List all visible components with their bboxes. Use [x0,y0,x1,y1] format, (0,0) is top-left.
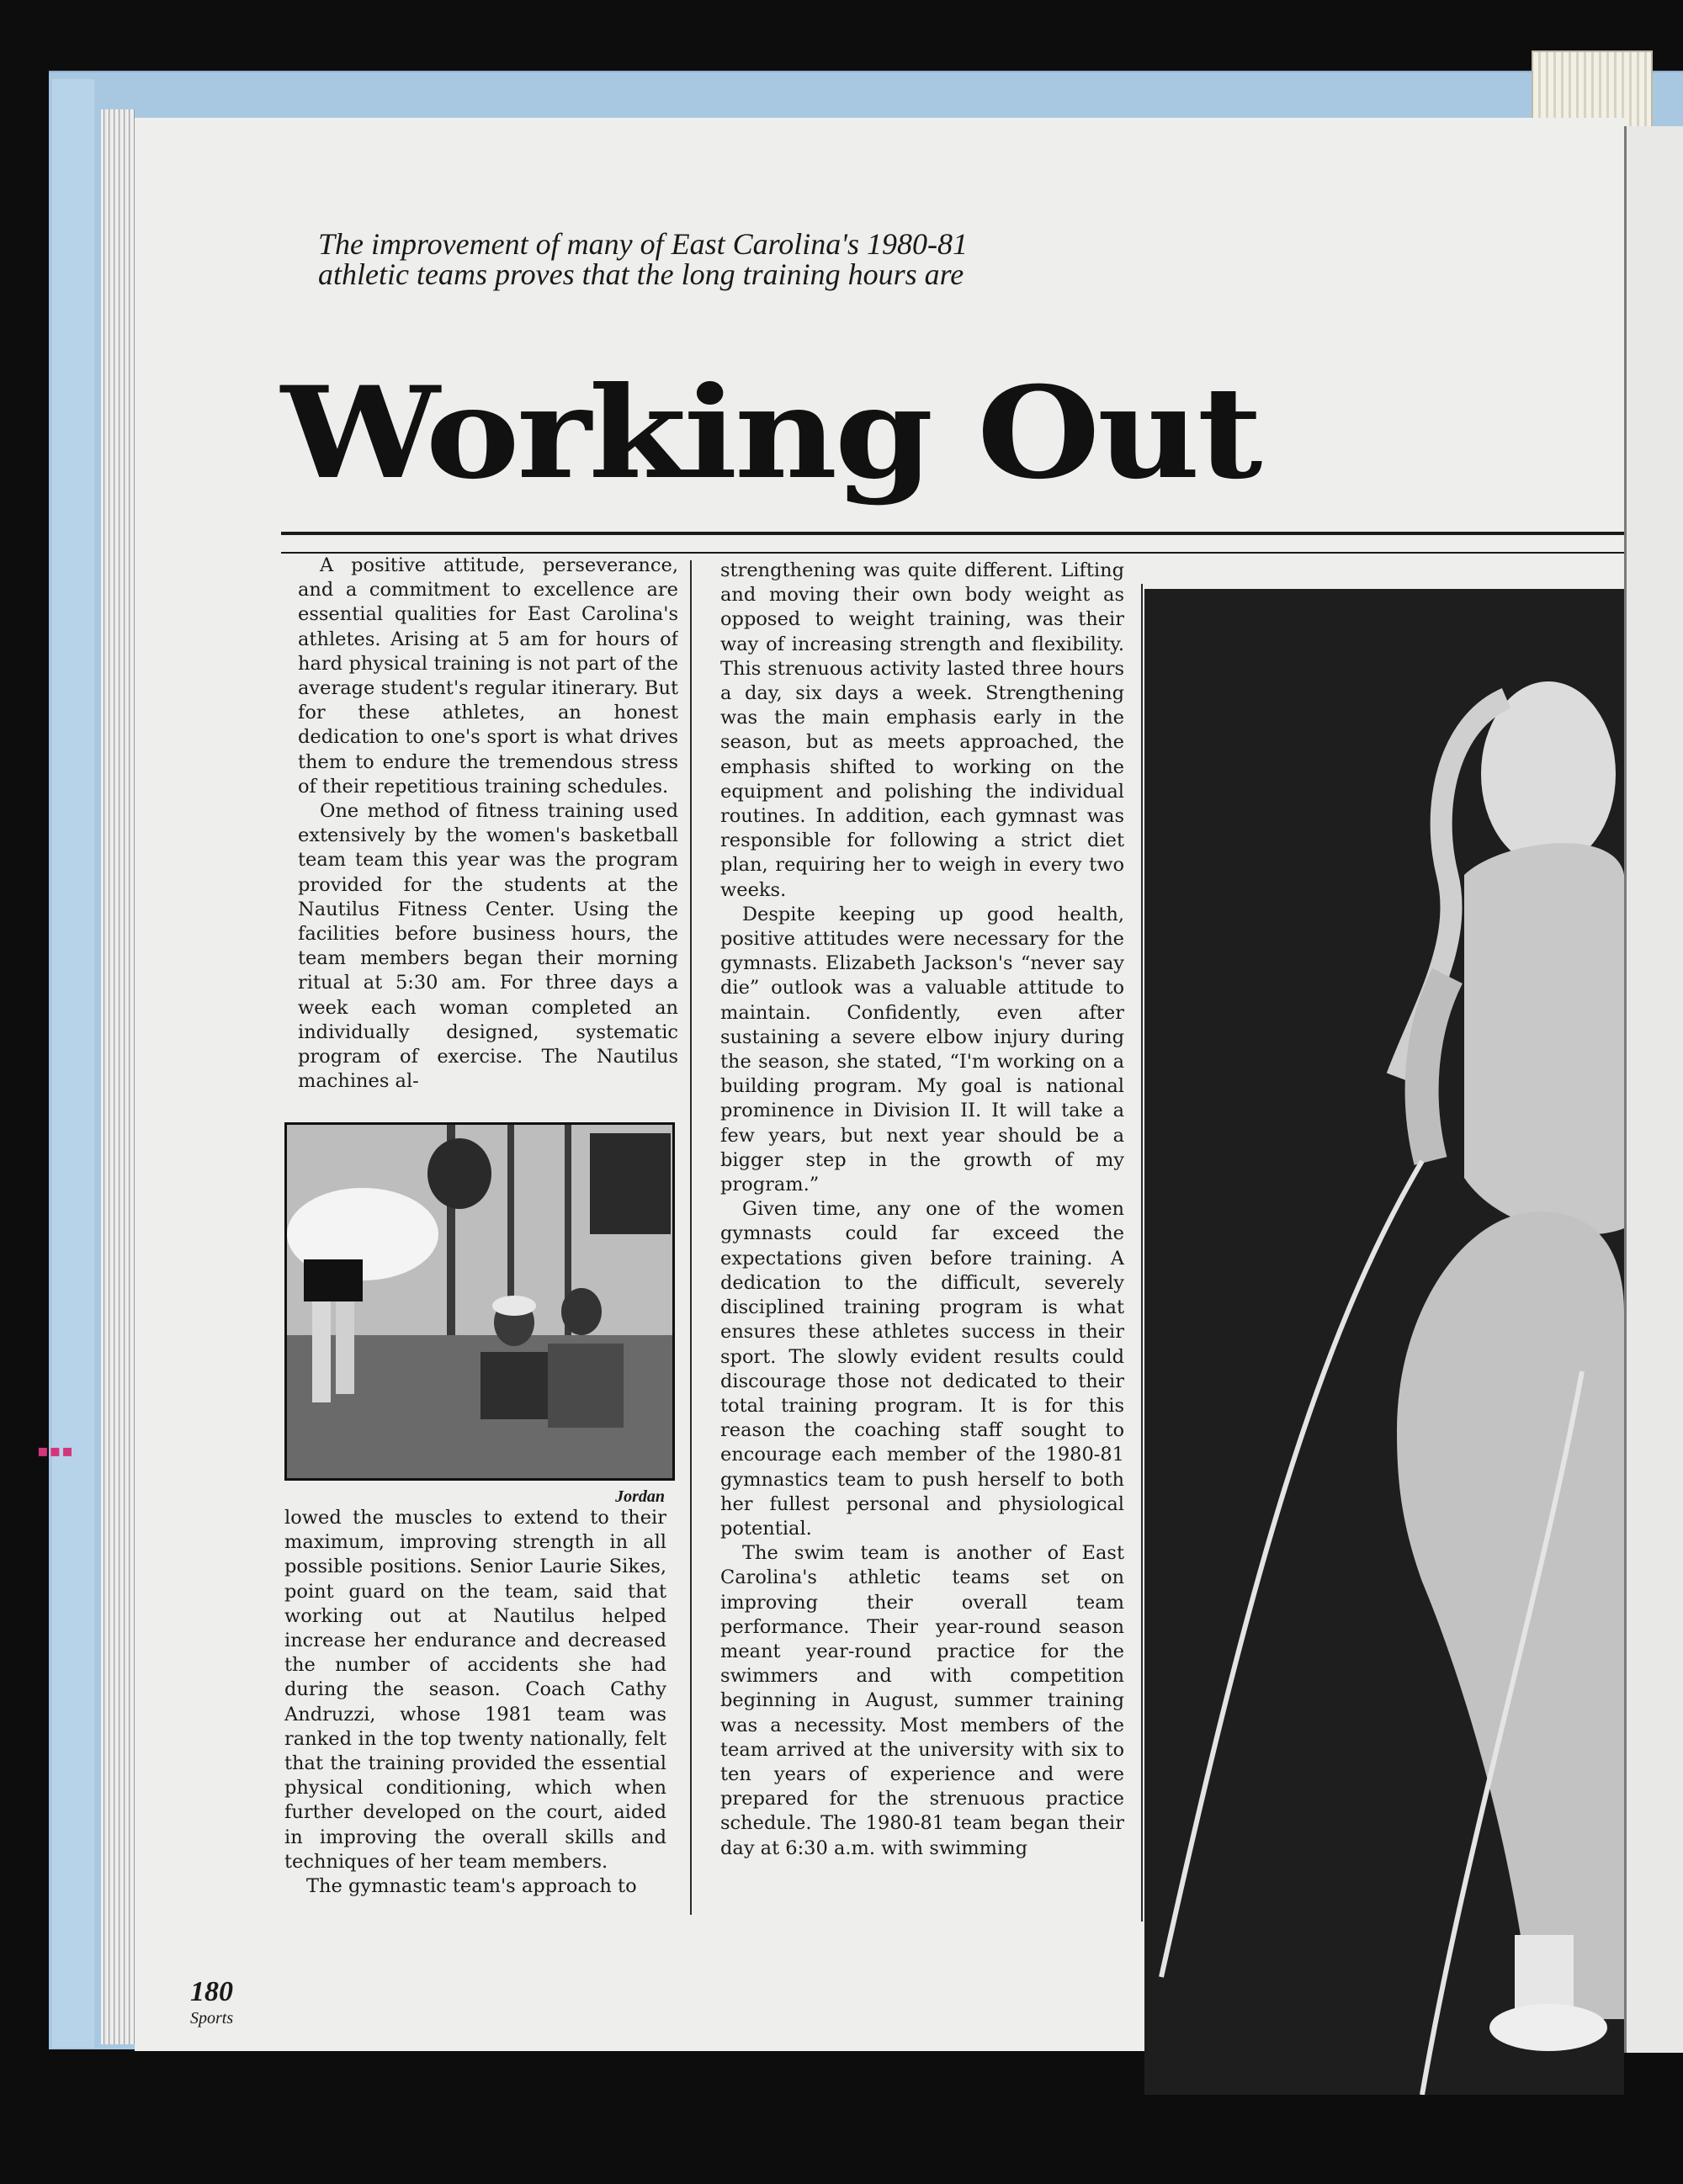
paragraph: The swim team is another of East Carolina's athletic teams set on improving their overall team performance. Their year-round season meant year-round practice for the swimmers and with competition beginning in August, summer training was a necessity. Most members of the team arrived at the university with six to ten years of experience and were prepared for the strenuous practice schedule. The 1980-81 team began their day at 6:30 a.m. with swimming [720,1542,1124,1859]
pink-stamp-mark: ▪▪▪ [37,1440,74,1460]
book-spine [52,79,94,2048]
column-divider [690,560,692,1915]
intro-deck: The improvement of many of East Carolina's 1980-81 athletic teams proves that the long training hours are [318,227,968,291]
paragraph: Despite keeping up good health, positive attitudes were necessary for the gymnasts. Elizabeth Jackson's “never say die” outlook was a valuable attitude to maintain. Confidently, even after sustaining a severe elbow injury during the season, she stated, “I'm working on a building program. My goal is national prominence in Division II. It will take a few years, but next year should be a bigger step in the growth of my program.” [720,903,1124,1196]
photo-gymnast-image [1144,589,1624,2095]
page-number: 180 [190,1976,233,2007]
photo-swim-coach [284,1122,675,1481]
article-column-1-bottom [284,1506,666,1910]
photo-credit: Jordan [615,1487,665,1506]
photo-gymnast-jump-rope [1144,589,1624,2095]
page-edges [101,109,135,2044]
article-column-2 [720,559,1124,1918]
paragraph: Given time, any one of the women gymnasts could far exceed the expectations given before training. A dedication to the difficult, severely disciplined training program is what ensures these athletes success in their sport. The slowly evident results could discourage those not dedicated to their total training program. It is for this reason the coaching staff sought to encourage each member of the 1980-81 gymnastics team to push herself to both her fullest personal and physiological potential. [720,1198,1124,1540]
paragraph: lowed the muscles to extend to their maximum, improving strength in all possible positions. Senior Laurie Sikes, point guard on the team, said that working out at Nautilus helped increase her endurance and decreased the number of accidents she had during the season. Coach Cathy Andruzzi, whose 1981 team was ranked in the top twenty nationally, felt that the training provided the essential physical conditioning, which when further developed on the court, aided in improving the overall skills and techniques of her team members. [284,1507,666,1873]
headline-rule-thick [281,532,1624,535]
paragraph: A positive attitude, perseverance, and a commitment to excellence are essential qualities for East Carolina's athletes. Arising at 5 am for hours of hard physical training is not part of the average student's regular itinerary. But for these athletes, an honest dedication to one's sport is what drives them to endure the tremendous stress of their repetitious training schedules. [298,554,678,798]
paragraph: The gymnastic team's approach to [306,1875,637,1898]
paragraph: One method of fitness training used extensively by the women's basketball team team this year was the program provided for the students at the Nautilus Fitness Center. Using the facilities before business hours, the team members began their morning ritual at 5:30 am. For three days a week each woman completed an individually designed, systematic program of exercise. The Nautilus machines al- [298,800,678,1093]
headline: Working Out [281,359,1260,507]
photo-swim-coach-image [287,1125,672,1478]
column-divider [1141,584,1143,1922]
facing-page-edge [1624,126,1683,2053]
paragraph: strengthening was quite different. Lifting and moving their own body weight as opposed to weight training, was their way of increasing strength and flexibility. This strenuous activity lasted three hours a day, six days a week. Strengthening was the main emphasis early in the season, but as meets approached, the emphasis shifted to working on the equipment and polishing the individual routines. In addition, each gymnast was responsible for following a strict diet plan, requiring her to weigh in every two weeks. [720,559,1124,901]
section-name: Sports [190,2009,234,2028]
article-column-1-top [298,554,678,1109]
